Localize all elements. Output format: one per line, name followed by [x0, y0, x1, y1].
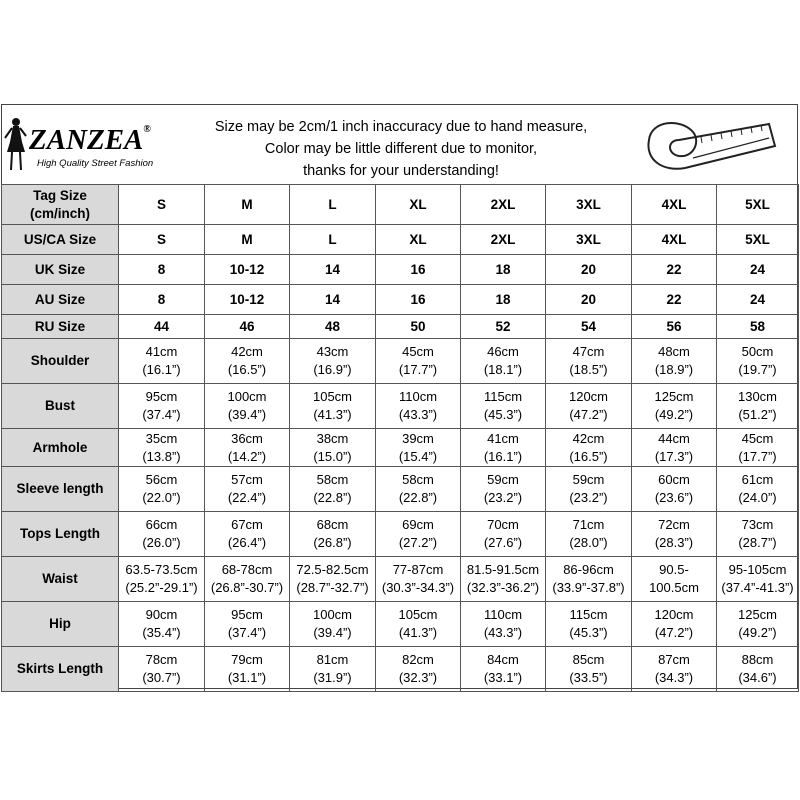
measurement-subvalue: (18.1”): [483, 362, 523, 377]
size-cell: 56: [632, 315, 717, 339]
size-system-row: [2, 185, 799, 225]
measurement-cell: [290, 384, 376, 429]
measurement-value: 105cm: [312, 389, 353, 404]
measurement-subvalue: (15.0”): [313, 448, 352, 464]
measurement-value: 73cm: [741, 517, 774, 532]
measurement-value: 59cm: [487, 472, 519, 487]
measurement-value: 86-96cm: [563, 562, 614, 577]
measurement-subvalue: (49.2”): [738, 625, 777, 640]
measurement-cell: [717, 339, 799, 384]
measurement-subvalue: (30.3”-34.3”): [381, 580, 455, 595]
measurement-cell: [376, 647, 461, 692]
size-cell: S: [119, 185, 205, 225]
measurement-cell: [119, 557, 205, 602]
measurement-value: 61cm: [741, 472, 774, 487]
measurement-cell: [546, 467, 632, 512]
measurement-row: [2, 512, 799, 557]
size-cell: 18: [461, 285, 546, 315]
measurement-subvalue: (16.5”): [569, 448, 608, 464]
size-cell: 5XL: [717, 185, 799, 225]
size-cell: 8: [119, 255, 205, 285]
measurement-cell: [376, 429, 461, 467]
size-cell: 46: [205, 315, 290, 339]
measurement-value: 56cm: [145, 472, 178, 487]
size-cell: 16: [376, 285, 461, 315]
measurement-subvalue: (28.7”-32.7”): [296, 580, 369, 595]
measurement-subvalue: (26.8”-30.7”): [210, 580, 284, 595]
measurement-subvalue: (45.3”): [569, 625, 608, 640]
measurement-cell: [546, 339, 632, 384]
measurement-value: 82cm: [402, 652, 434, 667]
measurement-cell: [290, 467, 376, 512]
measurement-cell: [632, 557, 717, 602]
size-cell: 4XL: [632, 185, 717, 225]
measurement-value: 120cm: [568, 389, 609, 404]
measurement-cell: [205, 602, 290, 647]
measurement-value: 84cm: [487, 652, 519, 667]
size-system-row: [2, 255, 799, 285]
measurement-cell: [461, 384, 546, 429]
size-cell: 50: [376, 315, 461, 339]
measurement-value: 45cm: [402, 344, 434, 359]
measurement-value: 95cm: [145, 389, 178, 404]
measurement-subvalue: (23.2”): [569, 490, 608, 505]
size-cell: L: [290, 225, 376, 255]
size-cell: 2XL: [461, 225, 546, 255]
measurement-cell: [546, 557, 632, 602]
size-cell: 22: [632, 285, 717, 315]
measurement-cell: [632, 647, 717, 692]
measurement-value: 72cm: [658, 517, 690, 532]
measurement-row: [2, 467, 799, 512]
measurement-subvalue: (37.4”): [142, 407, 181, 422]
measurement-value: 44cm: [658, 430, 690, 446]
measurement-cell: [376, 602, 461, 647]
measurement-value: 58cm: [402, 472, 434, 487]
measurement-subvalue: (33.5”): [569, 670, 608, 685]
size-cell: 16: [376, 255, 461, 285]
measurement-subvalue: (24.0”): [738, 490, 777, 505]
measurement-value: 66cm: [145, 517, 178, 532]
measurement-subvalue: 100.5cm: [649, 580, 699, 595]
measurement-value: 95cm: [231, 607, 263, 622]
measurement-subvalue: (35.4”): [142, 625, 181, 640]
measurement-subvalue: (47.2”): [569, 407, 608, 422]
row-label-text: RU Size: [34, 318, 86, 334]
measurement-value: 85cm: [572, 652, 605, 667]
measurement-value: 81.5-91.5cm: [466, 562, 540, 577]
measurement-cell: [119, 429, 205, 467]
measurement-cell: [290, 557, 376, 602]
size-cell: 58: [717, 315, 799, 339]
measurement-value: 47cm: [572, 344, 605, 359]
measurement-subvalue: (16.1”): [142, 362, 181, 377]
row-label-text: US/CA Size: [23, 231, 97, 247]
measurement-subvalue: (33.1”): [483, 670, 523, 685]
measurement-subvalue: (13.8”): [142, 448, 181, 464]
measurement-subvalue: (16.9”): [313, 362, 352, 377]
measurement-value: 42cm: [572, 430, 605, 446]
size-cell: L: [290, 185, 376, 225]
size-cell: 54: [546, 315, 632, 339]
size-cell: 14: [290, 255, 376, 285]
measurement-subvalue: (31.1”): [227, 670, 267, 685]
row-label-text: Hip: [49, 616, 71, 631]
size-cell: 3XL: [546, 225, 632, 255]
measurement-value: 115cm: [483, 389, 523, 404]
measurement-cell: [717, 557, 799, 602]
measurement-subvalue: (22.0”): [142, 490, 181, 505]
row-label: [2, 602, 119, 647]
measurement-value: 42cm: [231, 344, 263, 359]
measurement-value: 45cm: [741, 430, 774, 446]
size-cell: 22: [632, 255, 717, 285]
measurement-cell: [461, 512, 546, 557]
measurement-subvalue: (26.8”): [313, 535, 352, 550]
measurement-value: 105cm: [398, 607, 438, 622]
row-label-text: Armhole: [32, 439, 88, 455]
row-label: [2, 557, 119, 602]
row-label: [2, 315, 119, 339]
measurement-cell: [717, 467, 799, 512]
measurement-value: 88cm: [741, 652, 774, 667]
measurement-value: 81cm: [316, 652, 349, 667]
measurement-cell: [205, 647, 290, 692]
measurement-subvalue: (27.6”): [483, 535, 523, 550]
measurement-notice: [191, 116, 611, 182]
measurement-subvalue: (45.3”): [483, 407, 523, 422]
measurement-subvalue: (28.7”): [738, 535, 777, 550]
measurement-value: 68-78cm: [221, 562, 273, 577]
measurement-row: [2, 557, 799, 602]
size-cell: 24: [717, 285, 799, 315]
row-label-text: Skirts Length: [16, 661, 104, 676]
row-label-text: Sleeve length: [16, 481, 104, 496]
measurement-subvalue: (19.7”): [738, 362, 777, 377]
measurement-subvalue: (14.2”): [227, 448, 267, 464]
measurement-value: 125cm: [654, 389, 694, 404]
measurement-cell: [461, 647, 546, 692]
measurement-cell: [376, 339, 461, 384]
measurement-subvalue: (41.3”): [313, 407, 352, 422]
measurement-subvalue: (32.3”): [398, 670, 438, 685]
measurement-subvalue: (17.7”): [738, 448, 777, 464]
measurement-value: 90.5-: [659, 562, 689, 577]
measurement-value: 100cm: [312, 607, 353, 622]
measurement-cell: [461, 602, 546, 647]
size-cell: XL: [376, 225, 461, 255]
measurement-subvalue: (26.4”): [227, 535, 267, 550]
size-cell: 3XL: [546, 185, 632, 225]
measurement-value: 67cm: [231, 517, 263, 532]
measurement-subvalue: (41.3”): [398, 625, 438, 640]
size-system-row: [2, 285, 799, 315]
size-cell: 48: [290, 315, 376, 339]
size-cell: 10-12: [205, 285, 290, 315]
measurement-cell: [205, 557, 290, 602]
measurement-value: 69cm: [402, 517, 434, 532]
row-label-text: Shoulder: [30, 353, 90, 368]
measurement-row: [2, 602, 799, 647]
measurement-value: 120cm: [654, 607, 694, 622]
measurement-value: 48cm: [658, 344, 690, 359]
measurement-cell: [546, 384, 632, 429]
row-label: [2, 384, 119, 429]
measurement-value: 57cm: [231, 472, 263, 487]
measurement-value: 125cm: [737, 607, 778, 622]
measurement-value: 41cm: [487, 430, 519, 446]
row-label: [2, 467, 119, 512]
size-cell: 44: [119, 315, 205, 339]
measurement-cell: [546, 647, 632, 692]
row-label: [2, 285, 119, 315]
measurement-cell: [461, 557, 546, 602]
measurement-value: 60cm: [658, 472, 690, 487]
measurement-subvalue: (15.4”): [398, 448, 438, 464]
row-label: [2, 512, 119, 557]
row-label-text: Bust: [45, 398, 75, 413]
brand-name: ZANZEA®: [29, 124, 151, 156]
measurement-cell: [205, 512, 290, 557]
measurement-subvalue: (22.4”): [227, 490, 267, 505]
measurement-subvalue: (27.2”): [398, 535, 438, 550]
notice-line: Size may be 2cm/1 inch inaccuracy due to hand measure,: [214, 119, 588, 135]
measurement-value: 36cm: [231, 430, 263, 446]
measurement-cell: [205, 429, 290, 467]
size-cell: S: [119, 225, 205, 255]
measurement-subvalue: (16.1”): [483, 448, 523, 464]
measurement-value: 78cm: [145, 652, 178, 667]
measurement-cell: [290, 647, 376, 692]
measurement-cell: [717, 512, 799, 557]
row-label-text: UK Size: [34, 261, 86, 277]
measurement-subvalue: (17.3”): [654, 448, 694, 464]
size-cell: 10-12: [205, 255, 290, 285]
measurement-cell: [376, 557, 461, 602]
measurement-subvalue: (30.7”): [142, 670, 181, 685]
size-cell: M: [205, 185, 290, 225]
measurement-cell: [376, 384, 461, 429]
measurement-cell: [717, 602, 799, 647]
measurement-subvalue: (43.3”): [483, 625, 523, 640]
measurement-cell: [290, 602, 376, 647]
measurement-cell: [546, 512, 632, 557]
size-system-row: [2, 225, 799, 255]
row-label: [2, 429, 119, 467]
measurement-cell: [119, 467, 205, 512]
measurement-value: 70cm: [487, 517, 519, 532]
chart-header: [1, 104, 798, 184]
notice-line: Color may be little different due to monitor,: [264, 141, 538, 157]
measurement-value: 110cm: [398, 389, 438, 404]
measurement-value: 90cm: [145, 607, 178, 622]
measurement-subvalue: (28.3”): [654, 535, 694, 550]
size-cell: 4XL: [632, 225, 717, 255]
row-label-text: AU Size: [34, 291, 86, 307]
measurement-subvalue: (31.9”): [313, 670, 352, 685]
measurement-cell: [632, 602, 717, 647]
measurement-subvalue: (39.4”): [227, 407, 267, 422]
measurement-cell: [717, 384, 799, 429]
size-cell: 52: [461, 315, 546, 339]
measurement-cell: [290, 339, 376, 384]
measurement-subvalue: (34.6”): [738, 670, 777, 685]
measurement-cell: [205, 339, 290, 384]
measurement-cell: [119, 647, 205, 692]
measurement-value: 46cm: [487, 344, 519, 359]
measurement-value: 87cm: [658, 652, 690, 667]
size-cell: 14: [290, 285, 376, 315]
measurement-subvalue: (39.4”): [313, 625, 352, 640]
measurement-value: 38cm: [316, 430, 349, 446]
measurement-cell: [632, 467, 717, 512]
measurement-cell: [632, 339, 717, 384]
measurement-cell: [205, 467, 290, 512]
measurement-subvalue: (18.9”): [654, 362, 694, 377]
row-label: [2, 225, 119, 255]
measurement-subvalue: (26.0”): [142, 535, 181, 550]
size-cell: XL: [376, 185, 461, 225]
measurement-cell: [461, 467, 546, 512]
row-label: [2, 339, 119, 384]
measurement-row: [2, 384, 799, 429]
row-label-text: (cm/inch): [29, 205, 90, 221]
measurement-subvalue: (34.3”): [654, 670, 694, 685]
measurement-value: 71cm: [572, 517, 605, 532]
measurement-value: 43cm: [316, 344, 349, 359]
measurement-cell: [461, 339, 546, 384]
measurement-subvalue: (25.2”-29.1”): [125, 580, 198, 595]
measurement-value: 72.5-82.5cm: [296, 562, 369, 577]
measurement-cell: [717, 429, 799, 467]
measurement-value: 100cm: [227, 389, 267, 404]
measurement-value: 41cm: [145, 344, 178, 359]
measurement-subvalue: (51.2”): [738, 407, 777, 422]
woman-silhouette-icon: [3, 116, 29, 174]
measurement-value: 63.5-73.5cm: [125, 562, 198, 577]
measurement-cell: [632, 512, 717, 557]
measurement-subvalue: (16.5”): [227, 362, 267, 377]
measurement-subvalue: (37.4”): [227, 625, 267, 640]
brand-tagline: High Quality Street Fashion: [37, 158, 154, 169]
measurement-value: 95-105cm: [728, 562, 787, 577]
measurement-subvalue: (22.8”): [313, 490, 352, 505]
row-label-text: Tops Length: [20, 526, 100, 541]
measurement-row: [2, 339, 799, 384]
size-cell: 8: [119, 285, 205, 315]
measurement-cell: [119, 384, 205, 429]
brand-logo: [3, 116, 178, 176]
size-cell: 20: [546, 285, 632, 315]
row-label: [2, 185, 119, 225]
row-label: [2, 255, 119, 285]
measurement-subvalue: (18.5”): [569, 362, 608, 377]
measurement-cell: [376, 512, 461, 557]
measurement-cell: [461, 429, 546, 467]
measurement-cell: [205, 384, 290, 429]
measurement-cell: [290, 512, 376, 557]
measurement-value: 115cm: [569, 607, 608, 622]
measurement-cell: [717, 647, 799, 692]
measurement-subvalue: (32.3”-36.2”): [466, 580, 540, 595]
measurement-subvalue: (17.7”): [398, 362, 438, 377]
measurement-value: 50cm: [741, 344, 774, 359]
measurement-subvalue: (49.2”): [654, 407, 694, 422]
size-table: [1, 184, 799, 692]
row-label-text: Tag Size: [33, 187, 87, 203]
measurement-subvalue: (43.3”): [398, 407, 438, 422]
measurement-cell: [632, 429, 717, 467]
measurement-value: 58cm: [316, 472, 349, 487]
measurement-cell: [290, 429, 376, 467]
size-cell: 24: [717, 255, 799, 285]
size-cell: 20: [546, 255, 632, 285]
measurement-subvalue: (47.2”): [654, 625, 694, 640]
size-cell: 18: [461, 255, 546, 285]
notice-line: thanks for your understanding!: [303, 163, 499, 179]
measurement-cell: [546, 429, 632, 467]
measurement-value: 39cm: [402, 430, 434, 446]
measurement-value: 68cm: [316, 517, 349, 532]
measurement-value: 130cm: [737, 389, 778, 404]
measurement-row: [2, 429, 799, 467]
measurement-value: 110cm: [483, 607, 523, 622]
row-label-text: Waist: [42, 571, 78, 586]
size-cell: 2XL: [461, 185, 546, 225]
measurement-cell: [546, 602, 632, 647]
measurement-row: [2, 647, 799, 692]
measurement-cell: [119, 512, 205, 557]
measurement-value: 79cm: [231, 652, 263, 667]
measurement-subvalue: (23.6”): [654, 490, 694, 505]
measurement-subvalue: (37.4”-41.3”): [721, 580, 794, 595]
measurement-subvalue: (22.8”): [398, 490, 438, 505]
size-system-row: [2, 315, 799, 339]
measurement-value: 59cm: [572, 472, 605, 487]
measurement-cell: [119, 339, 205, 384]
measuring-tape-icon: [641, 110, 781, 180]
measurement-value: 77-87cm: [392, 562, 444, 577]
row-label: [2, 647, 119, 692]
measurement-subvalue: (33.9”-37.8”): [552, 580, 625, 595]
measurement-cell: [632, 384, 717, 429]
measurement-cell: [119, 602, 205, 647]
size-cell: 5XL: [717, 225, 799, 255]
measurement-cell: [376, 467, 461, 512]
measurement-value: 35cm: [145, 430, 178, 446]
measurement-subvalue: (28.0”): [569, 535, 608, 550]
size-cell: M: [205, 225, 290, 255]
measurement-subvalue: (23.2”): [483, 490, 523, 505]
